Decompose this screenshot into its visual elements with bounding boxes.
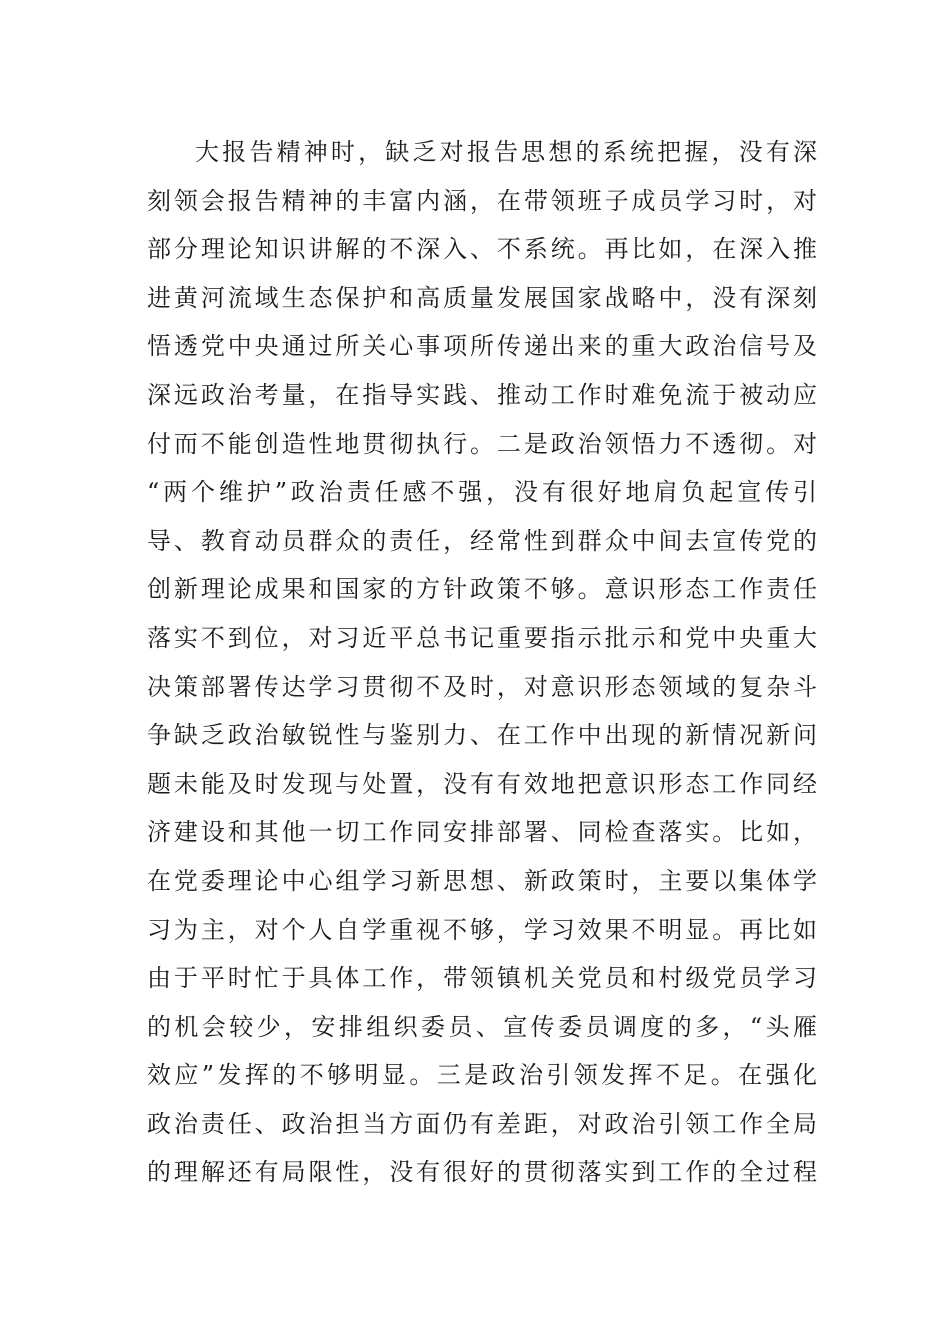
text-line: 落实不到位，对习近平总书记重要指示批示和党中央重大: [147, 623, 817, 652]
text-line: 导、教育动员群众的责任，经常性到群众中间去宣传党的: [147, 526, 817, 555]
text-line: 争缺乏政治敏锐性与鉴别力、在工作中出现的新情况新问: [147, 721, 817, 750]
text-line: 题未能及时发现与处置，没有有效地把意识形态工作同经: [147, 769, 817, 798]
body-paragraph: [147, 128, 817, 1197]
text-line: 决策部署传达学习贯彻不及时，对意识形态领域的复杂斗: [147, 672, 817, 701]
text-line: 习为主，对个人自学重视不够，学习效果不明显。再比如: [147, 915, 817, 944]
text-line: 悟透党中央通过所关心事项所传递出来的重大政治信号及: [147, 332, 817, 361]
text-line: 在党委理论中心组学习新思想、新政策时，主要以集体学: [147, 866, 817, 895]
text-line: 由于平时忙于具体工作，带领镇机关党员和村级党员学习: [147, 964, 817, 993]
text-line: 部分理论知识讲解的不深入、不系统。再比如，在深入推: [147, 235, 817, 264]
text-line: 政治责任、政治担当方面仍有差距，对政治引领工作全局: [147, 1109, 817, 1138]
text-line: “两个维护”政治责任感不强，没有很好地肩负起宣传引: [147, 478, 817, 507]
text-line: 进黄河流域生态保护和高质量发展国家战略中，没有深刻: [147, 283, 817, 312]
text-line: 济建设和其他一切工作同安排部署、同检查落实。比如，: [147, 818, 817, 847]
text-line: 深远政治考量，在指导实践、推动工作时难免流于被动应: [147, 380, 817, 409]
text-line: 创新理论成果和国家的方针政策不够。意识形态工作责任: [147, 575, 817, 604]
text-line: 的机会较少，安排组织委员、宣传委员调度的多，“头雁: [147, 1012, 817, 1041]
text-line: 的理解还有局限性，没有很好的贯彻落实到工作的全过程: [147, 1158, 817, 1187]
text-line: 刻领会报告精神的丰富内涵，在带领班子成员学习时，对: [147, 186, 817, 215]
text-line: 付而不能创造性地贯彻执行。二是政治领悟力不透彻。对: [147, 429, 817, 458]
text-line: 效应”发挥的不够明显。三是政治引领发挥不足。在强化: [147, 1061, 817, 1090]
text-line: 大报告精神时，缺乏对报告思想的系统把握，没有深: [195, 138, 817, 166]
